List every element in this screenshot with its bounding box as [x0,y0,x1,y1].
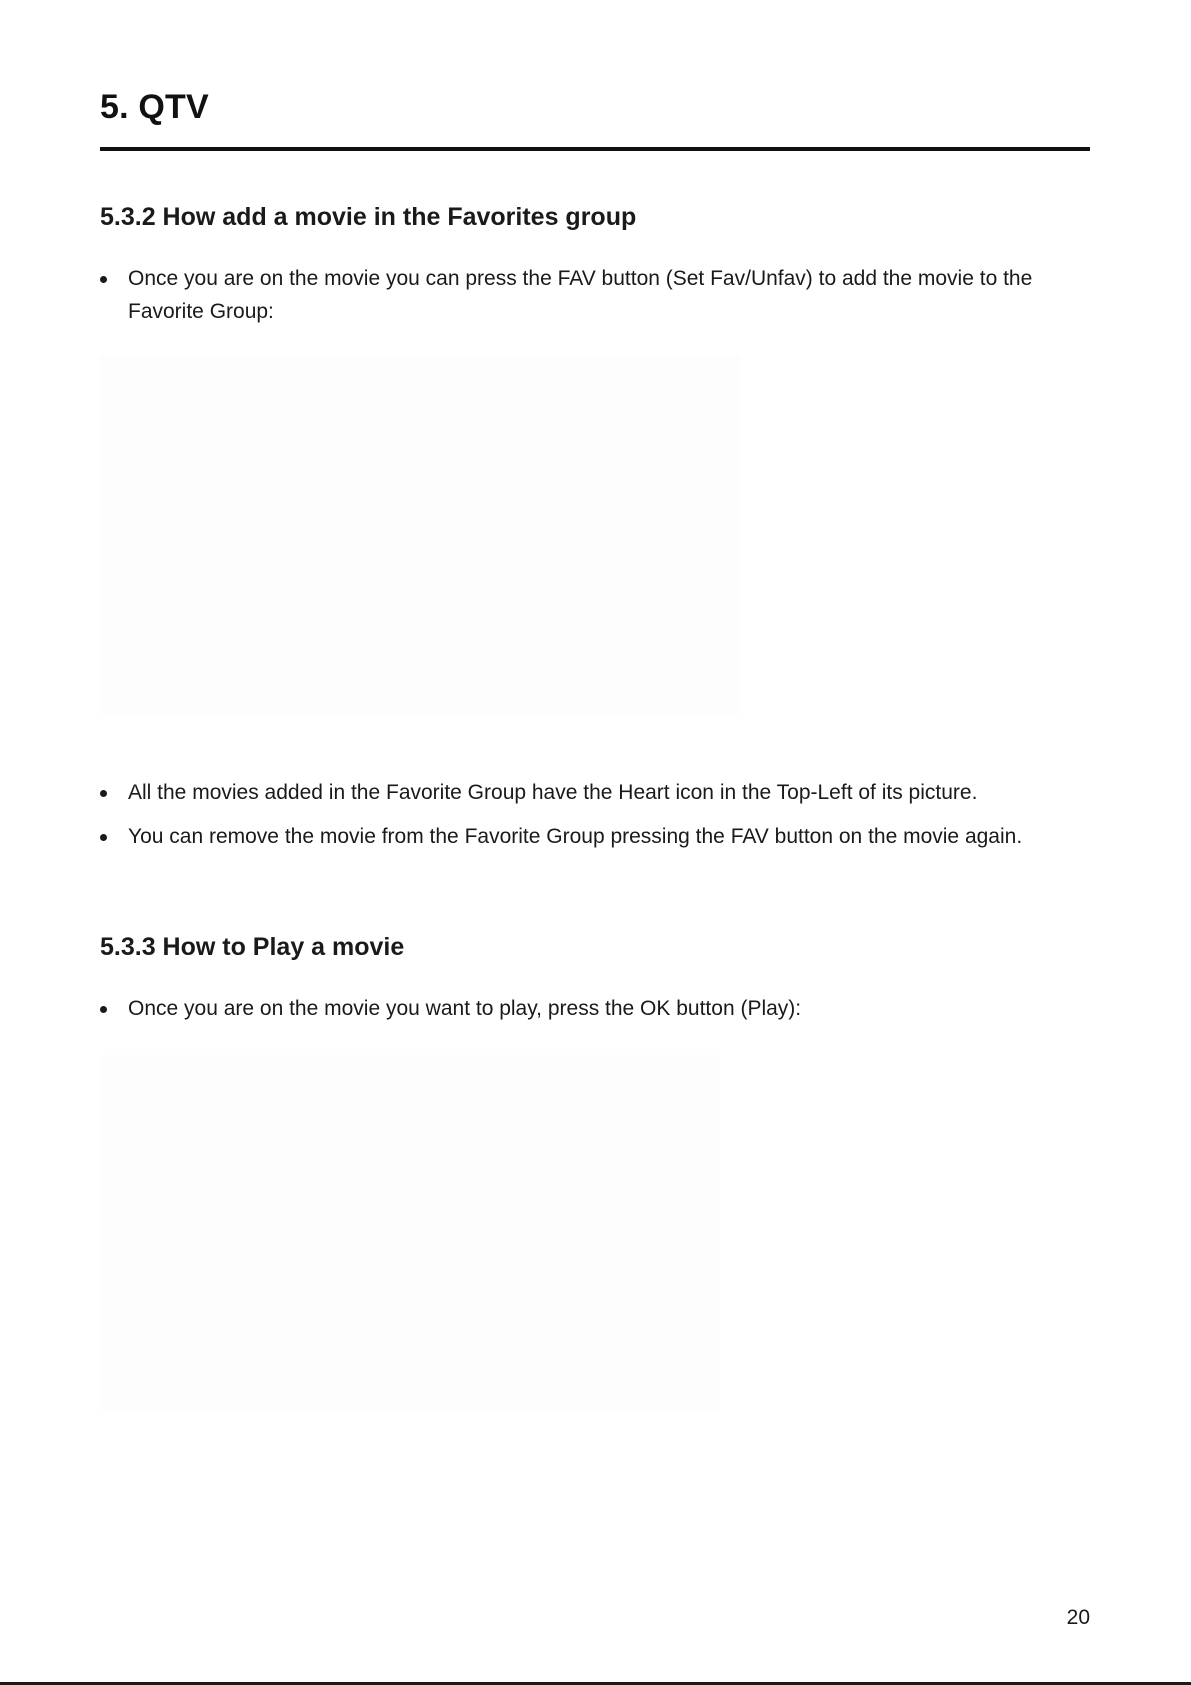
list-item [100,262,1080,328]
section-heading-play: 5.3.3 How to Play a movie [100,933,405,961]
screenshot-figure-favorites [100,356,740,714]
bullet-icon [100,834,107,841]
screenshot-figure-play [100,1055,720,1410]
list-item [100,820,1100,853]
chapter-divider [100,147,1090,151]
list-item-text: All the movies added in the Favorite Group have the Heart icon in the Top-Left of its picture. [128,781,978,804]
chapter-title: 5. QTV [100,88,209,126]
list-item-text: You can remove the movie from the Favorite Group pressing the FAV button on the movie again. [128,825,1023,848]
page-number: 20 [1066,1606,1090,1629]
bullet-icon [100,790,107,797]
section-heading-favorites: 5.3.2 How add a movie in the Favorites group [100,203,637,231]
bullet-icon [100,276,107,283]
list-item [100,776,1080,809]
list-item [100,992,1080,1025]
list-item-text: Once you are on the movie you can press the FAV button (Set Fav/Unfav) to add the movie to the Favorite Group: [128,267,1033,323]
list-item-text: Once you are on the movie you want to play, press the OK button (Play): [128,997,802,1020]
bullet-icon [100,1006,107,1013]
